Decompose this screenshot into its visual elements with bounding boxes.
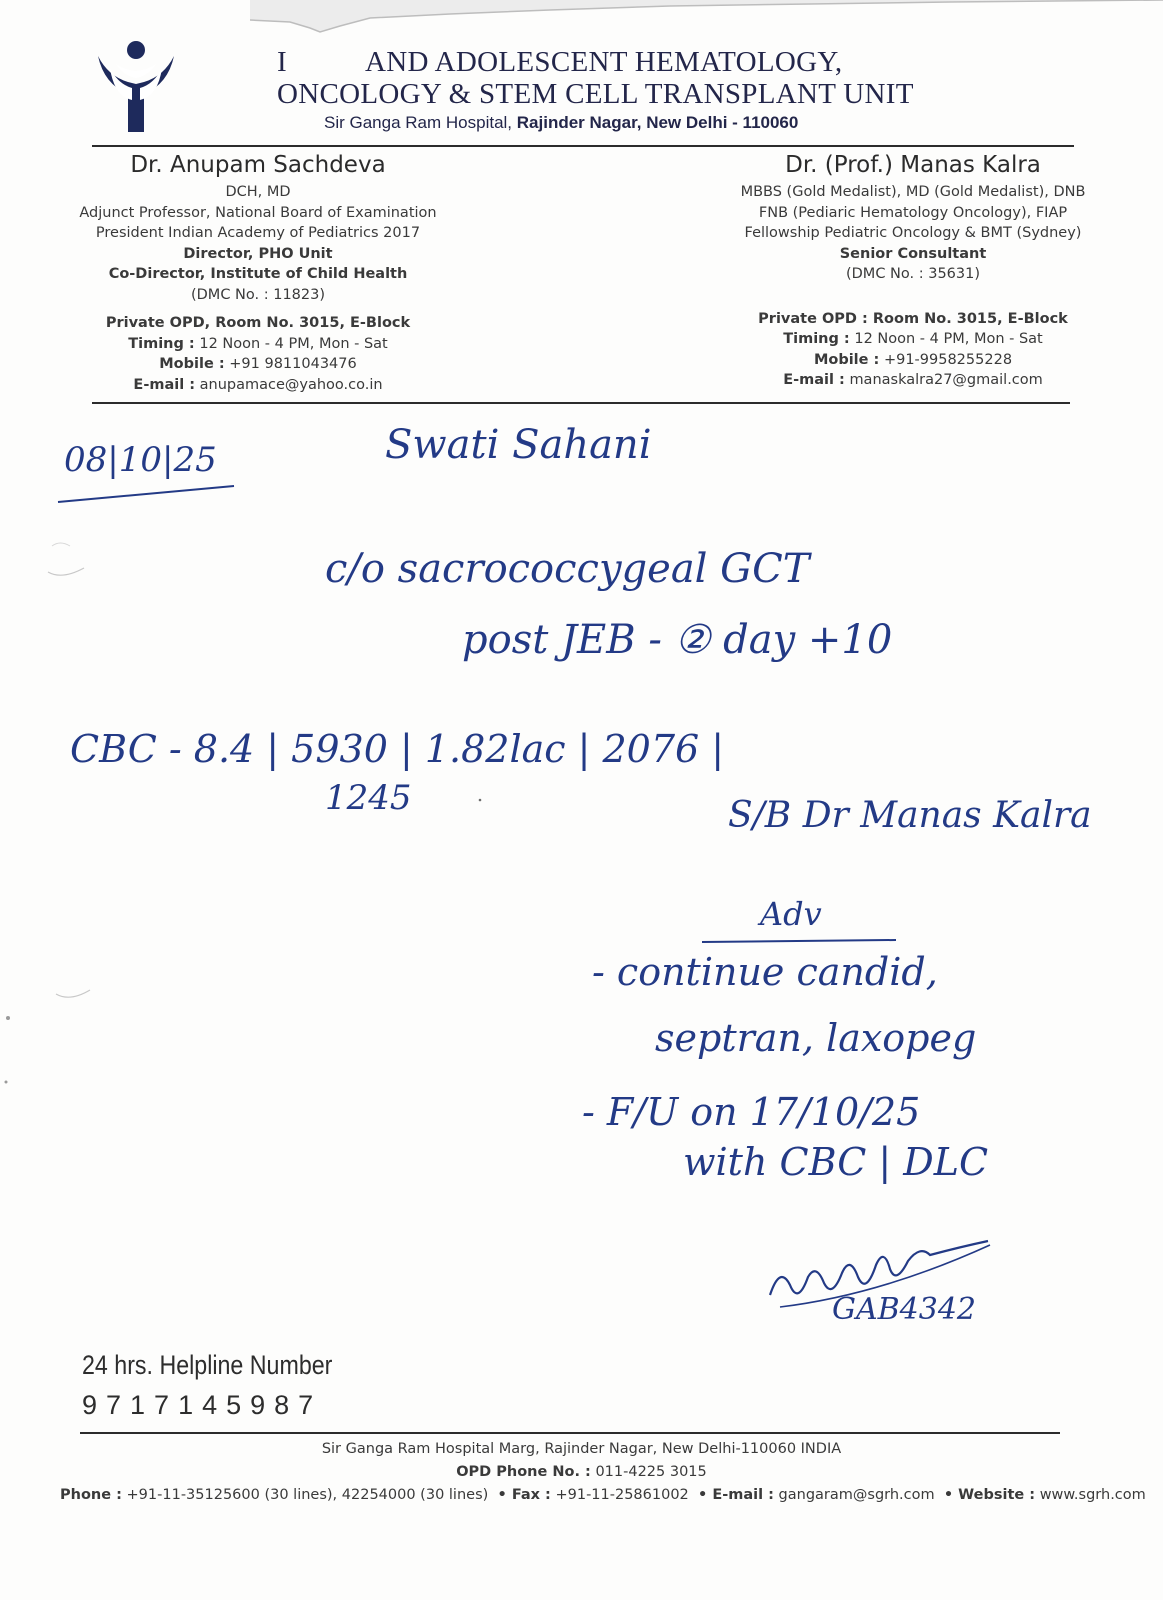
doctor-right-timing	[720, 329, 1106, 350]
note-status: post JEB - ② day +10	[462, 617, 893, 663]
unit-title-line2: ONCOLOGY & STEM CELL TRANSPLANT UNIT	[277, 78, 914, 110]
note-cbc: CBC - 8.4 | 5930 | 1.82lac | 2076 |	[70, 727, 725, 771]
advice-underline	[700, 938, 900, 944]
fax-label: • Fax :	[497, 1487, 551, 1503]
website-value: www.sgrh.com	[1039, 1487, 1146, 1503]
doctor-left-line: Adjunct Professor, National Board of Examination	[79, 204, 437, 221]
doctor-left-director: Director, PHO Unit	[183, 245, 333, 262]
phone-label: Phone :	[60, 1487, 122, 1503]
helpline-label: 24 hrs. Helpline Number	[82, 1350, 333, 1380]
hospital-locality: Rajinder Nagar, New Delhi - 110060	[516, 113, 799, 132]
doctor-left-email	[60, 375, 456, 396]
torn-edge	[250, 0, 1163, 40]
footer-opd	[60, 1464, 1103, 1480]
email-label: E-mail :	[783, 372, 845, 388]
doctor-left-opd: Private OPD, Room No. 3015, E-Block	[105, 315, 411, 331]
doctor-right-dmc: (DMC No. : 35631)	[845, 266, 981, 282]
note-date: 08|10|25	[64, 440, 217, 480]
timing-label: Timing :	[783, 331, 850, 347]
doctor-left-co-director: Co-Director, Institute of Child Health	[108, 266, 408, 282]
note-advice-item: with CBC | DLC	[683, 1140, 989, 1184]
unit-title-text: AND ADOLESCENT HEMATOLOGY,	[365, 46, 843, 78]
note-seen-by: S/B Dr Manas Kalra	[728, 795, 1092, 836]
doctor-left-block	[60, 148, 456, 395]
note-advice-heading: Adv	[760, 895, 822, 933]
mobile-label: Mobile :	[159, 356, 225, 372]
unit-title-lead: I	[277, 46, 287, 78]
note-advice-item: - F/U on 17/10/25	[582, 1090, 921, 1134]
footer-contacts	[60, 1487, 1146, 1503]
doctor-left-line: President Indian Academy of Pediatrics 2017	[95, 225, 421, 241]
hospital-address	[324, 113, 798, 133]
doctor-left-name: Dr. Anupam Sachdeva	[130, 152, 386, 178]
mobile-value: +91 9811043476	[229, 356, 357, 372]
helpline-number: 9717145987	[82, 1390, 323, 1420]
email-label: E-mail :	[133, 376, 196, 393]
doctor-right-line: FNB (Pediaric Hematology Oncology), FIAP	[758, 204, 1068, 221]
header-top-rule	[92, 145, 1074, 147]
note-advice-item: septran, laxopeg	[655, 1016, 977, 1060]
unit-logo-icon	[94, 40, 178, 136]
doctor-right-email	[720, 370, 1106, 391]
mobile-label: Mobile :	[813, 351, 880, 368]
doctor-right-position: Senior Consultant	[839, 245, 987, 262]
phone-value: +91-11-35125600 (30 lines), 42254000 (30 lines)	[126, 1487, 489, 1503]
doctor-right-opd: Private OPD : Room No. 3015, E-Block	[758, 310, 1068, 327]
opd-phone: 011-4225 3015	[595, 1464, 707, 1480]
hospital-name: Sir Ganga Ram Hospital,	[324, 113, 513, 132]
note-advice-item: - continue candid,	[592, 950, 938, 994]
footer-rule	[80, 1432, 1060, 1434]
email-value: anupamace@yahoo.co.in	[199, 376, 383, 393]
email-value: manaskalra27@gmail.com	[849, 372, 1043, 388]
mobile-value: +91-9958255228	[883, 351, 1013, 368]
note-patient-name: Swati Sahani	[385, 422, 652, 468]
doctor-left-qualification: DCH, MD	[225, 184, 291, 200]
footer-address: Sir Ganga Ram Hospital Marg, Rajinder Nagar, New Delhi-110060 INDIA	[321, 1441, 842, 1457]
footer-email-value: gangaram@sgrh.com	[778, 1487, 935, 1503]
header-bottom-rule	[92, 402, 1070, 404]
opd-label: OPD Phone No. :	[456, 1464, 591, 1480]
doctor-right-name: Dr. (Prof.) Manas Kalra	[785, 152, 1041, 178]
signature-id: GAB4342	[832, 1292, 977, 1327]
doctor-right-mobile	[720, 350, 1106, 371]
timing-label: Timing :	[128, 335, 195, 352]
timing-value: 12 Noon - 4 PM, Mon - Sat	[854, 331, 1043, 347]
doctor-left-mobile	[60, 354, 456, 375]
doctor-right-line: Fellowship Pediatric Oncology & BMT (Sydney)	[744, 225, 1082, 241]
fax-value: +91-11-25861002	[555, 1487, 689, 1503]
footer-email-label: • E-mail :	[698, 1487, 774, 1503]
note-cbc-continued: 1245	[325, 778, 412, 818]
note-complaint: c/o sacrococcygeal GCT	[325, 546, 810, 592]
unit-title-line1	[277, 46, 842, 79]
doctor-right-block	[720, 148, 1106, 391]
timing-value: 12 Noon - 4 PM, Mon - Sat	[199, 335, 388, 352]
doctor-left-timing	[60, 334, 456, 355]
doctor-left-dmc: (DMC No. : 11823)	[190, 286, 326, 303]
doctor-right-line: MBBS (Gold Medalist), MD (Gold Medalist), DNB	[740, 184, 1086, 200]
date-underline	[56, 478, 236, 508]
website-label: • Website :	[943, 1487, 1036, 1503]
